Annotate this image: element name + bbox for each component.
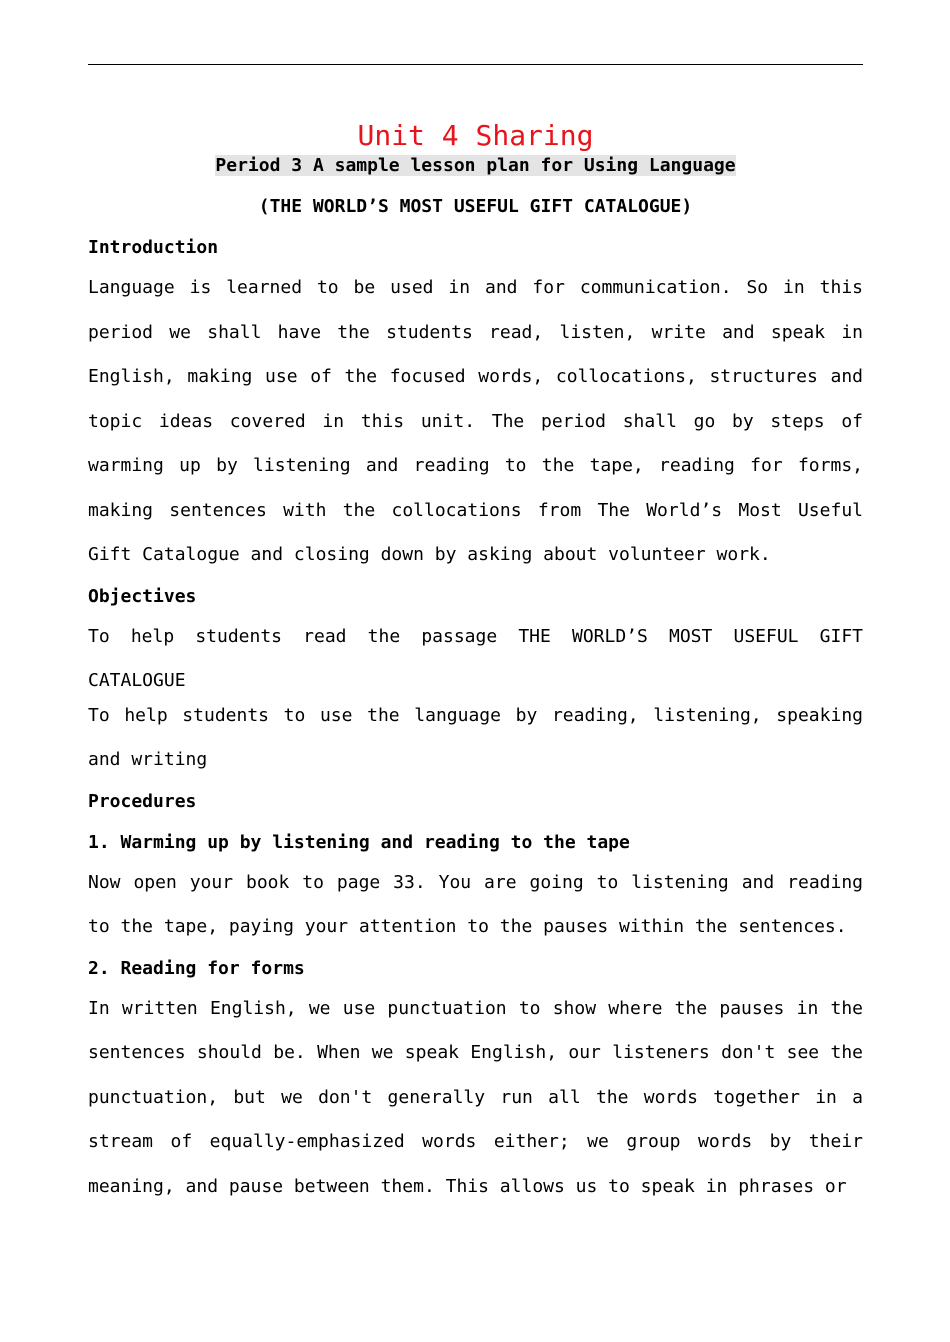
objective-item-1: To help students read the passage THE WORLD’S MOST USEFUL GIFT CATALOGUE (88, 625, 863, 691)
objective-item-2: To help students to use the language by reading, listening, speaking and writing (88, 704, 863, 770)
step-2-text: In written English, we use punctuation to show where the pauses in the sentences should be. When we speak English, our listeners don't see the punctuation, but we don't generally run all the words together in a stream of equally-emphasized words either; we group words by their meaning, and pause between them. This allows us to speak in phrases or (88, 997, 863, 1197)
page-subtitle (88, 154, 863, 178)
document-body (88, 116, 863, 1199)
page-title: Unit 4 Sharing (357, 119, 594, 152)
step-1-heading: 1. Warming up by listening and reading to the tape (88, 831, 630, 853)
header-rule (88, 64, 863, 65)
subtitle-highlight: Period 3 A sample lesson plan for Using Language (215, 155, 736, 176)
passage-title: (THE WORLD’S MOST USEFUL GIFT CATALOGUE) (258, 196, 693, 217)
step-1-text: Now open your book to page 33. You are going to listening and reading to the tape, paying your attention to the pauses within the sentences. (88, 871, 863, 937)
objectives-heading: Objectives (88, 585, 197, 607)
procedures-heading: Procedures (88, 790, 197, 812)
introduction-text: Language is learned to be used in and for communication. So in this period we shall have the students read, listen, write and speak in English, making use of the focused words, collocations, structures and topic ideas covered in this unit. The period shall go by steps of warming up by listening and reading to the tape, reading for forms, making sentences with the collocations from The World’s Most Useful Gift Catalogue and closing down by asking about volunteer work. (88, 277, 863, 565)
introduction-heading: Introduction (88, 237, 219, 258)
step-2-heading: 2. Reading for forms (88, 957, 305, 979)
